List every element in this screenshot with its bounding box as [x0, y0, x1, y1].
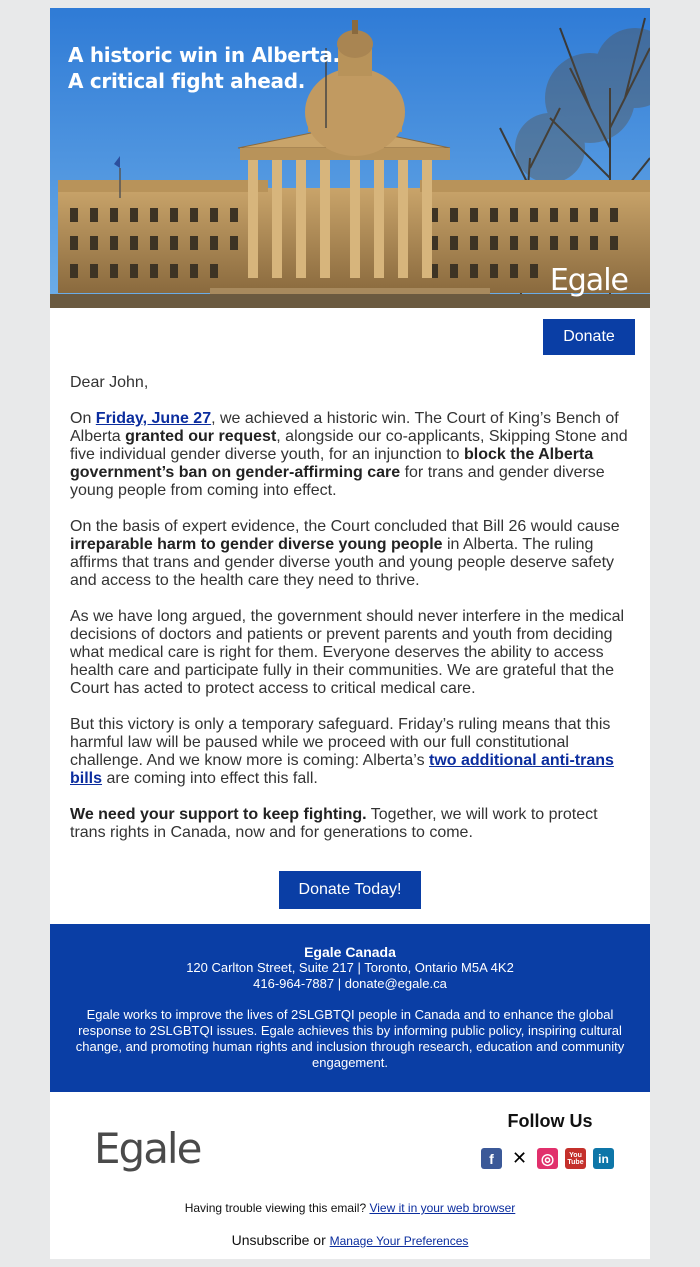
- date-link[interactable]: Friday, June 27: [95, 410, 212, 427]
- manage-preferences-link[interactable]: Manage Your Preferences: [329, 1234, 469, 1248]
- trouble-text: Having trouble viewing this email?: [184, 1201, 370, 1215]
- view-in-browser-line: [50, 1201, 650, 1215]
- bold-text: granted our request: [125, 428, 277, 445]
- unsubscribe-line: [50, 1232, 650, 1248]
- text: , we achieved a historic win. The Court of King’s Bench of Alberta: [70, 410, 619, 445]
- text: But this victory is only a temporary safeguard. Friday’s ruling means that this harmful law will be paused while we proceed with our full constitutional challenge. And we know more is coming: Alberta’s: [70, 716, 611, 769]
- org-name: Egale Canada: [304, 944, 396, 960]
- text: are coming into effect this fall.: [102, 770, 318, 787]
- linkedin-icon[interactable]: in: [593, 1148, 614, 1169]
- bold-text: irreparable harm to gender diverse young people: [70, 536, 443, 553]
- email-canvas: [8, 8, 692, 1259]
- letter-content: [70, 374, 630, 860]
- egale-logo[interactable]: Egale: [94, 1124, 201, 1173]
- paragraph-1: [70, 410, 630, 500]
- hero-banner: [50, 8, 650, 308]
- paragraph-3: As we have long argued, the government should never interfere in the medical decisions of doctors and patients or prevent parents and youth from deciding what medical care is right for them. Everyone deserves the ability to access health care and participate fully in their communities. We are grateful that the Court has acted to protect access to critical medical care.: [70, 608, 625, 697]
- text: Together, we will work to protect trans rights in Canada, now and for generations to come.: [70, 806, 598, 841]
- facebook-icon[interactable]: f: [481, 1148, 502, 1169]
- hero-headline-line-2: A critical fight ahead.: [68, 69, 306, 93]
- text: in Alberta. The ruling affirms that trans and gender diverse youth and young people deserve safety and access to the health care they need to thrive.: [70, 536, 615, 589]
- hero-headline: [68, 42, 340, 94]
- org-contact: 416-964-7887 | donate@egale.ca: [253, 976, 447, 991]
- unsubscribe-text: Unsubscribe or: [231, 1232, 330, 1248]
- greeting: Dear John,: [70, 374, 149, 391]
- youtube-icon[interactable]: You Tube: [565, 1148, 586, 1169]
- text: On the basis of expert evidence, the Court concluded that Bill 26 would cause: [70, 518, 620, 535]
- paragraph-2: [70, 518, 630, 590]
- hero-headline-line-1: A historic win in Alberta.: [68, 43, 340, 67]
- hero-egale-logo: Egale: [549, 263, 628, 298]
- email-body: [50, 8, 650, 1259]
- org-mission: Egale works to improve the lives of 2SLGBTQI people in Canada and to enhance the global response to 2SLGBTQI issues. Egale achieves this by informing public policy, inspiring cultural change, and promoting human rights and inclusion through research, education and community engagement.: [75, 1007, 625, 1070]
- organization-footer: [50, 924, 650, 1092]
- bold-text: block the Alberta government’s ban on gender-affirming care: [70, 446, 594, 481]
- text: On: [70, 410, 96, 427]
- social-links: [481, 1148, 614, 1169]
- text: for trans and gender diverse young people from coming into effect.: [70, 464, 605, 499]
- follow-us-heading: Follow Us: [507, 1111, 593, 1131]
- paragraph-4: [70, 716, 630, 788]
- donate-today-button[interactable]: Donate Today!: [279, 871, 421, 909]
- bold-text: We need your support to keep fighting.: [70, 806, 367, 823]
- instagram-icon[interactable]: ◎: [537, 1148, 558, 1169]
- text: , alongside our co-applicants, Skipping Stone and five individual gender diverse youth, for an injunction to: [70, 428, 628, 463]
- donate-button[interactable]: Donate: [543, 319, 635, 355]
- x-icon[interactable]: ✕: [509, 1148, 530, 1169]
- view-in-browser-link[interactable]: View it in your web browser: [369, 1201, 516, 1215]
- org-address: 120 Carlton Street, Suite 217 | Toronto, Ontario M5A 4K2: [186, 960, 514, 975]
- anti-trans-bills-link[interactable]: two additional anti-trans bills: [70, 752, 614, 787]
- paragraph-5: [70, 806, 630, 842]
